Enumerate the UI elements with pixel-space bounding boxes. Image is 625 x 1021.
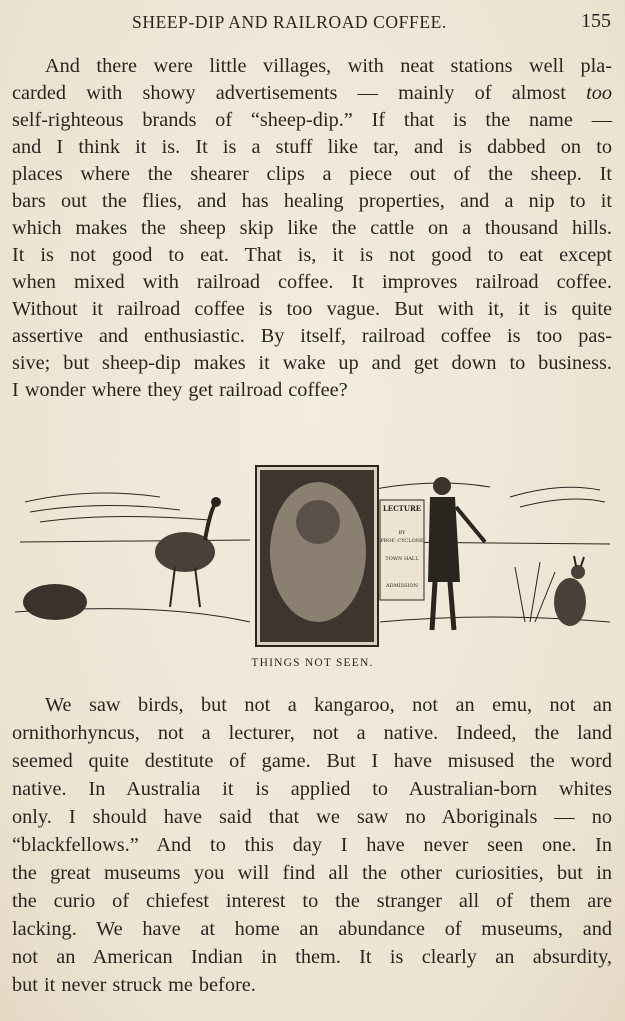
running-title: SHEEP-DIP AND RAILROAD COFFEE. [132,12,447,32]
text-line: which makes the sheep skip like the cattle on a thousand hills. [12,217,612,239]
platypus-figure [23,584,87,620]
text-line: self-righteous brands of “sheep-dip.” If that is the name — [12,109,612,131]
text-line: We saw birds, but not a kangaroo, not an emu, not an [45,694,612,716]
illustration-caption: THINGS NOT SEEN. [251,657,374,669]
text-line: Without it railroad coffee is too vague. But with it, it is quite [12,298,612,320]
text-line: “blackfellows.” And to this day I have never seen one. In [12,834,612,856]
lecturer-figure [428,477,485,630]
poster-line: ADMISSION [386,583,418,589]
text-line: bars out the flies, and has healing properties, and a nip to it [12,190,612,212]
text-line: the great museums you will find all the other curiosities, but in [12,862,612,884]
text-line: the curio of chiefest interest to the stranger all of them are [12,890,612,912]
text-line: lacking. We have at home an abundance of museums, and [12,918,612,940]
page-number: 155 [581,10,611,32]
poster-line: BY [398,530,406,536]
poster-line: PROF. CYCLONE [380,538,424,544]
kangaroo-figure [554,556,586,626]
text-line: only. I should have said that we saw no Aboriginals — no [12,806,612,828]
horizon [20,540,250,542]
text-line: assertive and enthusiastic. By itself, railroad coffee is too pas- [12,325,612,347]
text-line: but it never struck me before. [12,974,256,996]
poster-line: TOWN HALL [385,556,419,562]
text-line: places where the shearer clips a piece out of the sheep. It [12,163,612,185]
page-header [0,8,625,38]
text-line [12,80,612,107]
text-span: carded with showy advertisements — mainly of almost [12,82,587,104]
text-line: and I think it is. It is a stuff like tar, and is dabbed on to [12,136,612,158]
text-line: when mixed with railroad coffee. It improves railroad coffee. [12,271,612,293]
text-line: not an American Indian in them. It is clearly an absurdity, [12,946,612,968]
text-line: native. In Australia it is applied to Australian-born whites [12,778,612,800]
text-line: I wonder where they get railroad coffee? [12,379,348,401]
text-line: sive; but sheep-dip makes it wake up and get down to business. [12,352,612,374]
text-line: It is not good to eat. That is, it is not good to eat except [12,244,612,266]
text-line: And there were little villages, with neat stations well pla- [45,55,612,77]
italic-word: too [586,82,612,104]
poster-heading: LECTURE [382,504,422,513]
text-line: seemed quite destitute of game. But I have misused the word [12,750,612,772]
text-line: ornithorhyncus, not a lecturer, not a native. Indeed, the land [12,722,612,744]
illustration-things-not-seen [10,462,615,650]
